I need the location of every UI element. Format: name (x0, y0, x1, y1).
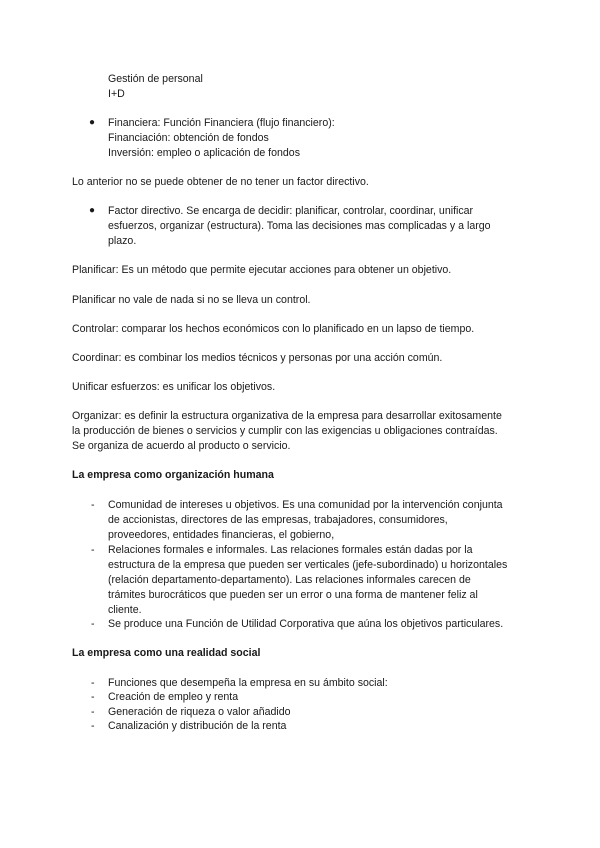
paragraph-line: Se organiza de acuerdo al producto o servicio. (72, 440, 291, 452)
bullet-item-line: Financiación: obtención de fondos (108, 132, 269, 144)
dash-marker: - (91, 499, 95, 511)
bullet-item-title: Financiera: Función Financiera (flujo financiero): (108, 117, 335, 129)
dash-marker: - (91, 720, 95, 732)
paragraph: Unificar esfuerzos: es unificar los objetivos. (72, 381, 276, 393)
paragraph: Planificar no vale de nada si no se lleva un control. (72, 294, 311, 306)
paragraph: Coordinar: es combinar los medios técnicos y personas por una acción común. (72, 352, 443, 364)
list-item-line: estructura de la empresa que pueden ser verticales (jefe-subordinado) u horizontales (108, 559, 508, 571)
list-item: Generación de riqueza o valor añadido (108, 706, 291, 718)
list-item: Funciones que desempeña la empresa en su ámbito social: (108, 677, 388, 689)
list-item-line: Se produce una Función de Utilidad Corporativa que aúna los objetivos particulares. (108, 618, 504, 630)
list-item-line: Relaciones formales e informales. Las relaciones formales están dadas por la (108, 544, 473, 556)
section-heading: La empresa como una realidad social (72, 647, 261, 659)
list-item-line: cliente. (108, 604, 142, 616)
bullet-item-line: esfuerzos, organizar (estructura). Toma las decisiones mas complicadas y a largo (108, 220, 491, 232)
bullet-item-line: plazo. (108, 235, 137, 247)
dash-marker: - (91, 706, 95, 718)
list-item-line: (relación departamento-departamento). Las relaciones informales carecen de (108, 574, 471, 586)
bullet-icon: ● (89, 205, 96, 216)
list-item-line: Comunidad de intereses u objetivos. Es una comunidad por la intervención conjunta (108, 499, 503, 511)
list-item: Creación de empleo y renta (108, 691, 239, 703)
dash-marker: - (91, 677, 95, 689)
paragraph-line: Organizar: es definir la estructura organizativa de la empresa para desarrollar exitosamente (72, 410, 502, 422)
list-item: I+D (108, 88, 125, 100)
paragraph: Lo anterior no se puede obtener de no tener un factor directivo. (72, 176, 369, 188)
paragraph: Planificar: Es un método que permite ejecutar acciones para obtener un objetivo. (72, 264, 452, 276)
bullet-item-line: Factor directivo. Se encarga de decidir: planificar, controlar, coordinar, unificar (108, 205, 474, 217)
bullet-item-line: Inversión: empleo o aplicación de fondos (108, 147, 300, 159)
paragraph-line: la producción de bienes o servicios y cumplir con las exigencias u obligaciones contraídas. (72, 425, 498, 437)
dash-marker: - (91, 544, 95, 556)
dash-marker: - (91, 691, 95, 703)
list-item: Canalización y distribución de la renta (108, 720, 287, 732)
section-heading: La empresa como organización humana (72, 469, 274, 481)
dash-marker: - (91, 618, 95, 630)
bullet-icon: ● (89, 117, 96, 128)
list-item-line: proveedores, entidades financieras, el gobierno, (108, 529, 335, 541)
paragraph: Controlar: comparar los hechos económicos con lo planificado en un lapso de tiempo. (72, 323, 475, 335)
list-item-line: de accionistas, directores de las empresas, trabajadores, consumidores, (108, 514, 448, 526)
list-item: Gestión de personal (108, 73, 203, 85)
list-item-line: trámites burocráticos que pueden ser un error o una forma de mantener feliz al (108, 589, 478, 601)
